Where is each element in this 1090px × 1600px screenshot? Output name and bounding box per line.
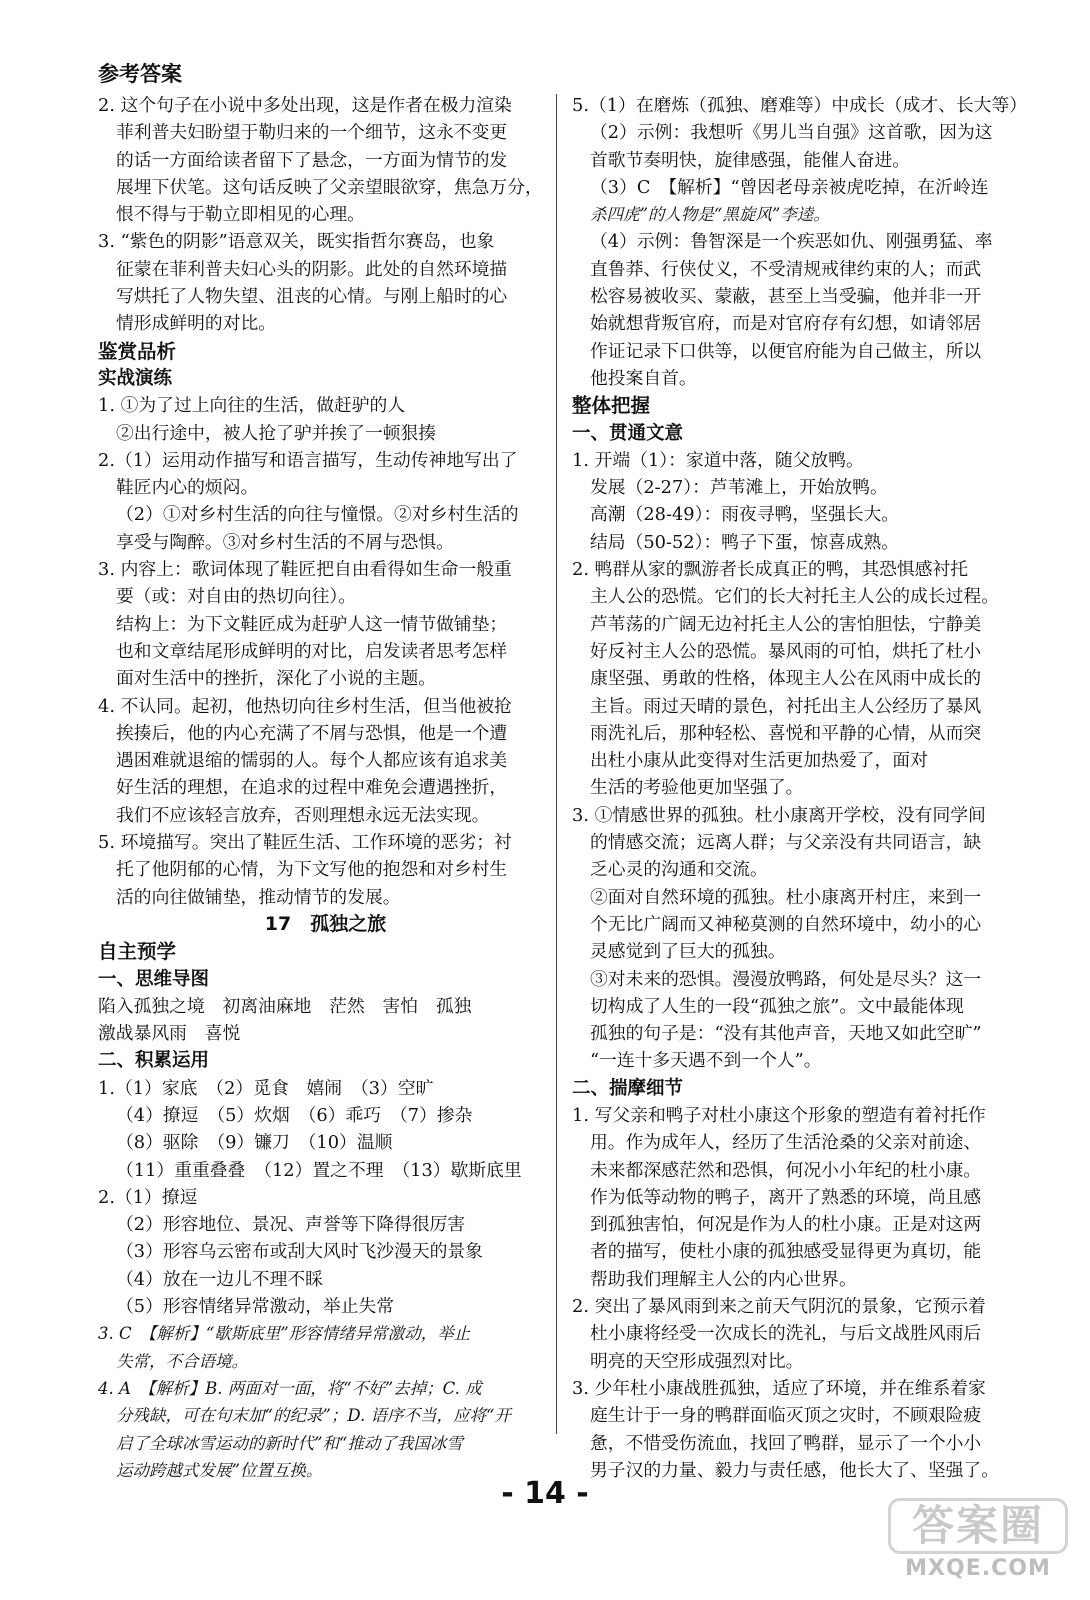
lesson-title: 17 孤独之旅 — [264, 912, 387, 935]
answer-line: 男子汉的力量、毅力与责任感，他长大了、坚强了。 — [590, 1459, 999, 1481]
answer-line: 生活的考验他更加坚强了。 — [590, 777, 804, 799]
answer-line: 3. 少年杜小康战胜孤独，适应了环境，并在维系着家 — [572, 1377, 986, 1399]
answer-line: 3. C 【解析】“歇斯底里”形容情绪异常激动，举止 — [98, 1324, 471, 1344]
column-divider — [556, 94, 557, 1434]
answer-line: 首歌节奏明快，旋律感强，能催人奋进。 — [590, 149, 911, 171]
answer-line: 写烘托了人物失望、沮丧的心情。与刚上船时的心 — [116, 286, 508, 308]
section-heading: 一、思维导图 — [98, 968, 210, 990]
answer-line: 惫，不惜受伤流血，找回了鸭群，显示了一个小小 — [590, 1432, 982, 1454]
answer-line: ②面对自然环境的孤独。杜小康离开村庄，来到一 — [590, 886, 982, 908]
answer-line: 2. 突出了暴风雨到来之前天气阴沉的景象，它预示着 — [572, 1296, 986, 1318]
answer-line: 庭生计于一身的鸭群面临灭顶之灾时，不顾艰险疲 — [590, 1405, 982, 1427]
answer-line: 芦苇荡的广阔无边衬托主人公的害怕胆怯，宁静美 — [590, 613, 982, 635]
answer-line: 1. ①为了过上向往的生活，做赶驴的人 — [98, 395, 406, 417]
answer-line: 帮助我们理解主人公的内心世界。 — [590, 1268, 857, 1290]
answer-line: （4）放在一边儿不理不睬 — [116, 1268, 323, 1290]
answer-line: 始就想背叛官府，而是对官府存有幻想，如请邻居 — [590, 313, 982, 335]
answer-line: 用。作为成年人，经历了生活沧桑的父亲对前途、 — [590, 1132, 982, 1154]
answer-line: 灵感觉到了巨大的孤独。 — [590, 941, 786, 963]
answer-line: 的情感交流；远离人群；与父亲没有共同语言，缺 — [590, 832, 982, 854]
answer-line: ③对未来的恐惧。漫漫放鸭路，何处是尽头？这一 — [590, 968, 982, 990]
section-heading: 二、积累运用 — [98, 1050, 210, 1072]
answer-line: 遇困难就退缩的懦弱的人。每个人都应该有追求美 — [116, 750, 508, 772]
answer-line: 个无比广阔而又神秘莫测的自然环境中，幼小的心 — [590, 913, 982, 935]
answer-line: 主旨。雨过天晴的景色，衬托出主人公经历了暴风 — [590, 695, 982, 717]
answer-line: 3. “紫色的阴影”语意双关，既实指哲尔赛岛，也象 — [98, 231, 495, 253]
section-heading: 自主预学 — [98, 940, 177, 964]
section-heading: 一、贯通文意 — [572, 422, 684, 444]
answer-line: 我们不应该轻言放弃，否则理想永远无法实现。 — [116, 804, 490, 826]
answer-line: 面对生活中的挫折，深化了小说的主题。 — [116, 668, 437, 690]
answer-line: 激战暴风雨 喜悦 — [98, 1023, 241, 1045]
section-heading: 整体把握 — [572, 394, 651, 418]
answer-line: 康坚强、勇敢的性格，体现主人公在风雨中成长的 — [590, 668, 982, 690]
answer-line: 运动跨越式发展”位置互换。 — [116, 1460, 323, 1480]
page-number: - 14 - — [501, 1476, 589, 1511]
answer-line: 4. 不认同。起初，他热切向往乡村生活，但当他被抢 — [98, 695, 512, 717]
answer-line: （2）形容地位、景况、声誉等下降得很厉害 — [116, 1214, 466, 1236]
answer-line: “一连十多天遇不到一个人”。 — [590, 1050, 822, 1072]
answer-line: 出杜小康从此变得对生活更加热爱了，面对 — [590, 750, 928, 772]
answer-line: 陷入孤独之境 初离油麻地 茫然 害怕 孤独 — [98, 995, 472, 1017]
answer-line: 征蒙在菲利普夫妇心头的阴影。此处的自然环境描 — [116, 258, 508, 280]
watermark-top: 答案圈 — [888, 1498, 1068, 1554]
answer-line: 他投案自首。 — [590, 367, 697, 389]
answer-line: 鞋匠内心的烦闷。 — [116, 477, 259, 499]
left-column — [98, 92, 553, 1484]
answer-line: 杀四虎”的人物是“黑旋风”李逵。 — [590, 205, 830, 225]
answer-line: 恨不得与于勒立即相见的心理。 — [116, 204, 365, 226]
answer-line: 1. 写父亲和鸭子对杜小康这个形象的塑造有着衬托作 — [572, 1104, 986, 1126]
answer-line: 2.（1）撩逗 — [98, 1186, 198, 1208]
answer-line: 高潮（28-49）：雨夜寻鸭，坚强长大。 — [590, 504, 900, 526]
answer-line: 杜小康将经受一次成长的洗礼，与后文战胜风雨后 — [590, 1323, 982, 1345]
right-column — [572, 92, 1030, 1484]
answer-line: 结构上：为下文鞋匠成为赶驴人这一情节做铺垫； — [116, 613, 508, 635]
answer-line: 未来都深感茫然和恐惧，何况小小年纪的杜小康。 — [590, 1159, 982, 1181]
answer-line: 5. 环境描写。突出了鞋匠生活、工作环境的恶劣；衬 — [98, 832, 512, 854]
answer-line: 1.（1）家底 （2）觅食 嬉闹 （3）空旷 — [98, 1077, 434, 1099]
answer-line: 挨揍后，他的内心充满了不屑与恐惧，他是一个遭 — [116, 722, 508, 744]
answer-line: 1. 开端（1）：家道中落，随父放鸭。 — [572, 449, 864, 471]
watermark-url: MXQE.COM — [905, 1556, 1051, 1581]
answer-line: （4）示例：鲁智深是一个疾恶如仇、刚强勇猛、率 — [590, 231, 993, 253]
answer-line: （11）重重叠叠 （12）置之不理 （13）歇斯底里 — [116, 1159, 522, 1181]
answer-line: 到孤独害怕，何况是作为人的杜小康。正是对这两 — [590, 1214, 982, 1236]
answer-line: 4. A 【解析】B. 两面对一面，将“不好”去掉；C. 成 — [98, 1378, 482, 1398]
answer-line: 切构成了人生的一段“孤独之旅”。文中最能体现 — [590, 995, 964, 1017]
answer-line: 2. 这个句子在小说中多处出现，这是作者在极力渲染 — [98, 95, 512, 116]
answer-line: 3. 内容上：歌词体现了鞋匠把自由看得如生命一般重 — [98, 559, 512, 581]
answer-line: （3）形容乌云密布或刮大风时飞沙漫天的景象 — [116, 1241, 483, 1263]
answer-line: 分残缺，可在句末加“的纪录”；D. 语序不当，应将“开 — [116, 1406, 511, 1426]
answer-line: （2）①对乡村生活的向往与憧憬。②对乡村生活的 — [116, 504, 519, 526]
page-header: 参考答案 — [98, 62, 182, 86]
answer-line: 者的描写，使杜小康的孤独感受显得更为真切，能 — [590, 1241, 982, 1263]
answer-line: 乏心灵的沟通和交流。 — [590, 859, 768, 881]
answer-line: 托了他阴郁的心情，为下文写他的抱怨和对乡村生 — [116, 859, 508, 881]
answer-line: 5.（1）在磨炼（孤独、磨难等）中成长（成才、长大等） — [572, 95, 1028, 116]
answer-line: （8）驱除 （9）镰刀 （10）温顺 — [116, 1132, 393, 1154]
answer-line: 直鲁莽、行侠仗义，不受清规戒律约束的人；而武 — [590, 258, 982, 280]
answer-line: （5）形容情绪异常激动，举止失常 — [116, 1296, 395, 1318]
answer-line: 要（或：对自由的热切向往）。 — [116, 586, 357, 608]
watermark-logo — [888, 1498, 1068, 1586]
answer-line: 菲利普夫妇盼望于勒归来的一个细节，这永不变更 — [116, 122, 508, 144]
answer-line: 作证记录下口供等，以便官府能为自己做主，所以 — [590, 340, 982, 362]
answer-line: ②出行途中，被人抢了驴并挨了一顿狠揍 — [116, 422, 437, 444]
answer-line: 的话一方面给读者留下了悬念，一方面为情节的发 — [116, 149, 508, 171]
answer-line: 也和文章结尾形成鲜明的对比，启发读者思考怎样 — [116, 640, 508, 662]
answer-line: 明亮的天空形成强烈对比。 — [590, 1350, 804, 1372]
answer-line: 好反衬主人公的恐慌。暴风雨的可怕，烘托了杜小 — [590, 640, 982, 662]
answer-line: 结局（50-52）：鸭子下蛋，惊喜成熟。 — [590, 531, 900, 553]
answer-line: 情形成鲜明的对比。 — [116, 313, 277, 335]
answer-line: 好生活的理想，在追求的过程中难免会遭遇挫折， — [116, 777, 508, 799]
answer-line: 享受与陶醉。③对乡村生活的不屑与恐惧。 — [116, 531, 454, 553]
answer-line: 3. ①情感世界的孤独。杜小康离开学校，没有同学间 — [572, 804, 986, 826]
answer-line: 启了全球冰雪运动的新时代”和“推动了我国冰雪 — [116, 1433, 463, 1453]
answer-line: 松容易被收买、蒙蔽，甚至上当受骗，他并非一开 — [590, 286, 982, 308]
answer-line: 2. 鸭群从家的飘游者长成真正的鸭，其恐惧感衬托 — [572, 559, 969, 581]
answer-line: （4）撩逗 （5）炊烟 （6）乖巧 （7）掺杂 — [116, 1104, 473, 1126]
answer-line: 2.（1）运用动作描写和语言描写，生动传神地写出了 — [98, 449, 518, 471]
answer-line: 展埋下伏笔。这句话反映了父亲望眼欲穿，焦急万分， — [116, 176, 543, 198]
answer-line: 活的向往做铺垫，推动情节的发展。 — [116, 886, 401, 908]
answer-line: 雨洗礼后，那种轻松、喜悦和平静的心情，从而突 — [590, 722, 982, 744]
section-heading: 二、揣摩细节 — [572, 1077, 684, 1099]
answer-line: （2）示例：我想听《男儿当自强》这首歌，因为这 — [590, 122, 993, 144]
answer-line: 失常，不合语境。 — [116, 1351, 248, 1371]
section-heading: 鉴赏品析 — [98, 339, 177, 363]
section-heading: 实战演练 — [98, 367, 173, 389]
answer-line: 发展（2-27）：芦苇滩上，开始放鸭。 — [590, 477, 888, 499]
answer-line: （3）C 【解析】“曾因老母亲被虎吃掉，在沂岭连 — [590, 176, 989, 198]
answer-line: 孤独的句子是：“没有其他声音，天地又如此空旷” — [590, 1023, 982, 1045]
answer-line: 作为低等动物的鸭子，离开了熟悉的环境，尚且感 — [590, 1186, 982, 1208]
answer-line: 主人公的恐慌。它们的长大衬托主人公的成长过程。 — [590, 586, 999, 608]
